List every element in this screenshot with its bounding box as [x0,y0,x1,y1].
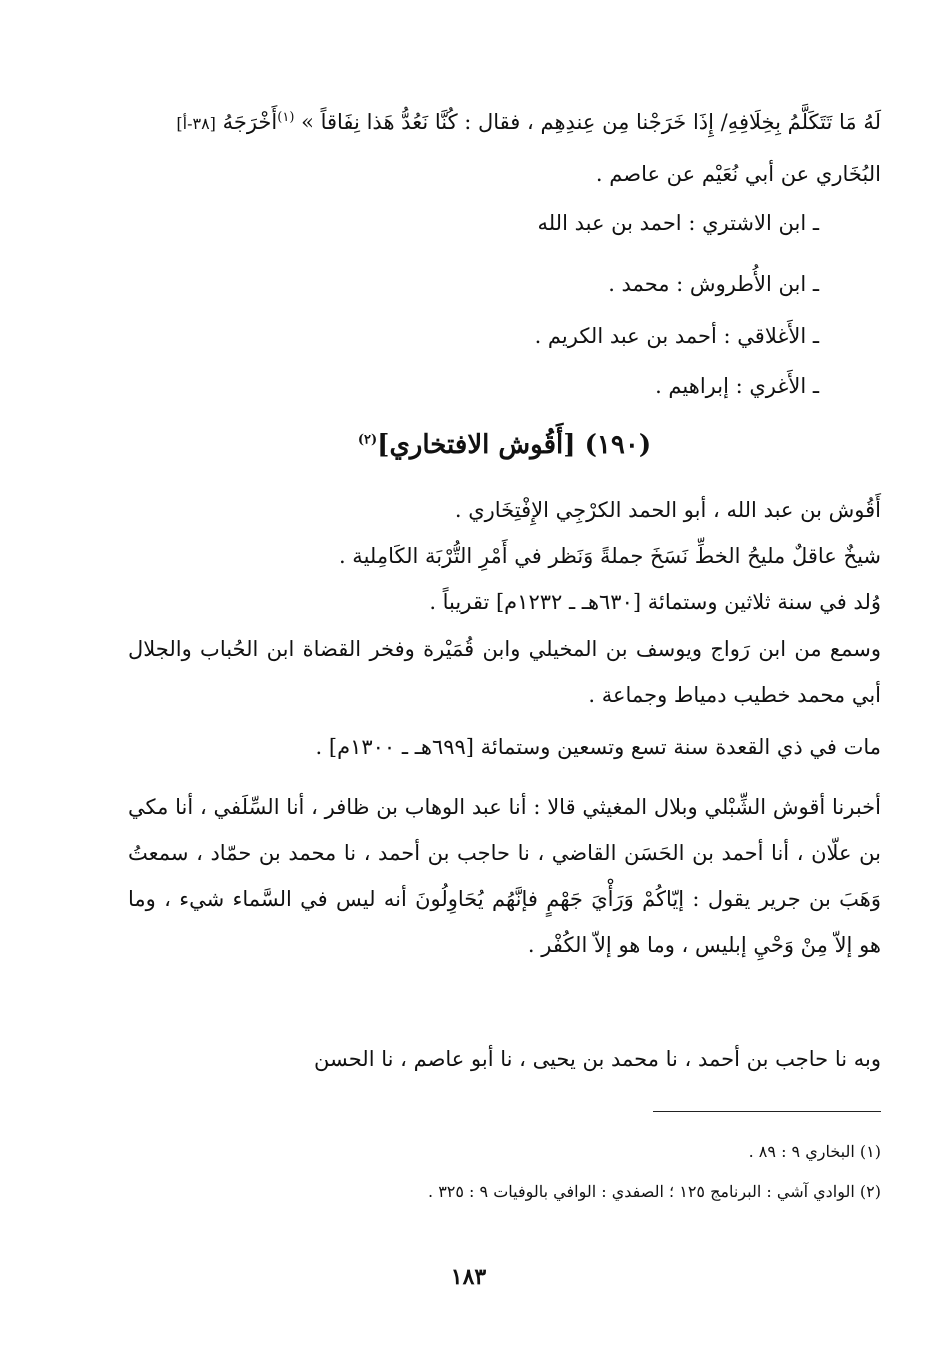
entry-heading [128,423,881,467]
entry-hadith-paragraph-1: أخبرنا أقوش الشِّبْلي وبلال المغيثي قالا : أنا عبد الوهاب بن ظافر ، أنا السِّلَفي ، أنا مكي بن علّان ، أنا أحمد بن الحَسَن القاضي ، نا حاجب بن أحمد ، نا محمد بن حمّاد ، سمعتُ وَهَبَ بن جرير يقول : إيّاكُمْ وَرَأْيَ جَهْمٍ فإنَّهُم يُحَاوِلُونَ أنه ليس في السَّماء شيء ، وما هو إلاّ مِنْ وَحْيِ إبليس ، وما هو إلاّ الكُفْر . [128,795,881,957]
cross-ref-item: ـ ابن الأُطروش : محمد . [608,272,819,296]
entry-death-line: مات في ذي القعدة سنة تسع وتسعين وستمائة [٦٩٩هـ ـ ١٣٠٠م] . [315,735,881,759]
intro-line-1-text: لَهُ مَا تَتَكَلَّمُ بِخِلَافِهِ/ إِذَا خَرَجْنا مِن عِندِهِم ، فقال : كُنَّا نَعُدُّ هَذا نِفَاقاً » [301,110,881,134]
page-number: ١٨٣ [450,1264,487,1290]
entry-heading-text: (١٩٠) [أَقُوش الافتخاري] [377,430,652,460]
footnote-ref-1: (١) [277,110,295,125]
footnote-1: (١) البخاري ٩ : ٨٩ . [748,1142,881,1161]
cross-ref-item: ـ ابن الاشتري : احمد بن عبد الله [537,211,819,235]
intro-line-1-tail: أَخْرَجَهُ [222,110,278,134]
manuscript-folio-marker: [٣٨-أ] [176,114,216,133]
entry-birth-line: وُلد في سنة ثلاثين وستمائة [٦٣٠هـ ـ ١٢٣٢م] تقريباً . [429,590,881,614]
entry-name-line: أَقُوش بن عبد الله ، أبو الحمد الكرْجِي الإِفْتِخَاري . [454,498,881,522]
entry-hadith-paragraph-2: وبه نا حاجب بن أحمد ، نا محمد بن يحيى ، نا أبو عاصم ، نا الحسن [314,1047,881,1071]
footnote-separator [653,1111,881,1112]
entry-description-line: شيخٌ عاقلٌ مليحُ الخطِّ نَسَخَ جملةً وَنَظر في أَمْرِ التُّرْبَة الكَامِلية . [338,544,881,568]
intro-line-2: البُخَاري عن أبي نُعَيْم عن عاصم . [595,162,881,186]
entry-teachers-paragraph: وسمع من ابن رَواج ويوسف بن المخيلي وابن قُمَيْرة وفخر القضاة ابن الحُباب والجلال أبي محمد خطيب دمياط وجماعة . [128,637,881,707]
footnote-ref-2: (٢) [357,432,378,448]
intro-paragraph [128,97,881,199]
cross-ref-item: ـ الأَغلاقي : أحمد بن عبد الكريم . [534,324,819,348]
intro-line-1 [128,97,881,149]
footnote-2: (٢) الوادي آشي : البرنامج ١٢٥ ؛ الصفدي : الوافي بالوفيات ٩ : ٣٢٥ . [428,1182,881,1201]
cross-ref-item: ـ الأَغري : إبراهيم . [655,374,819,398]
